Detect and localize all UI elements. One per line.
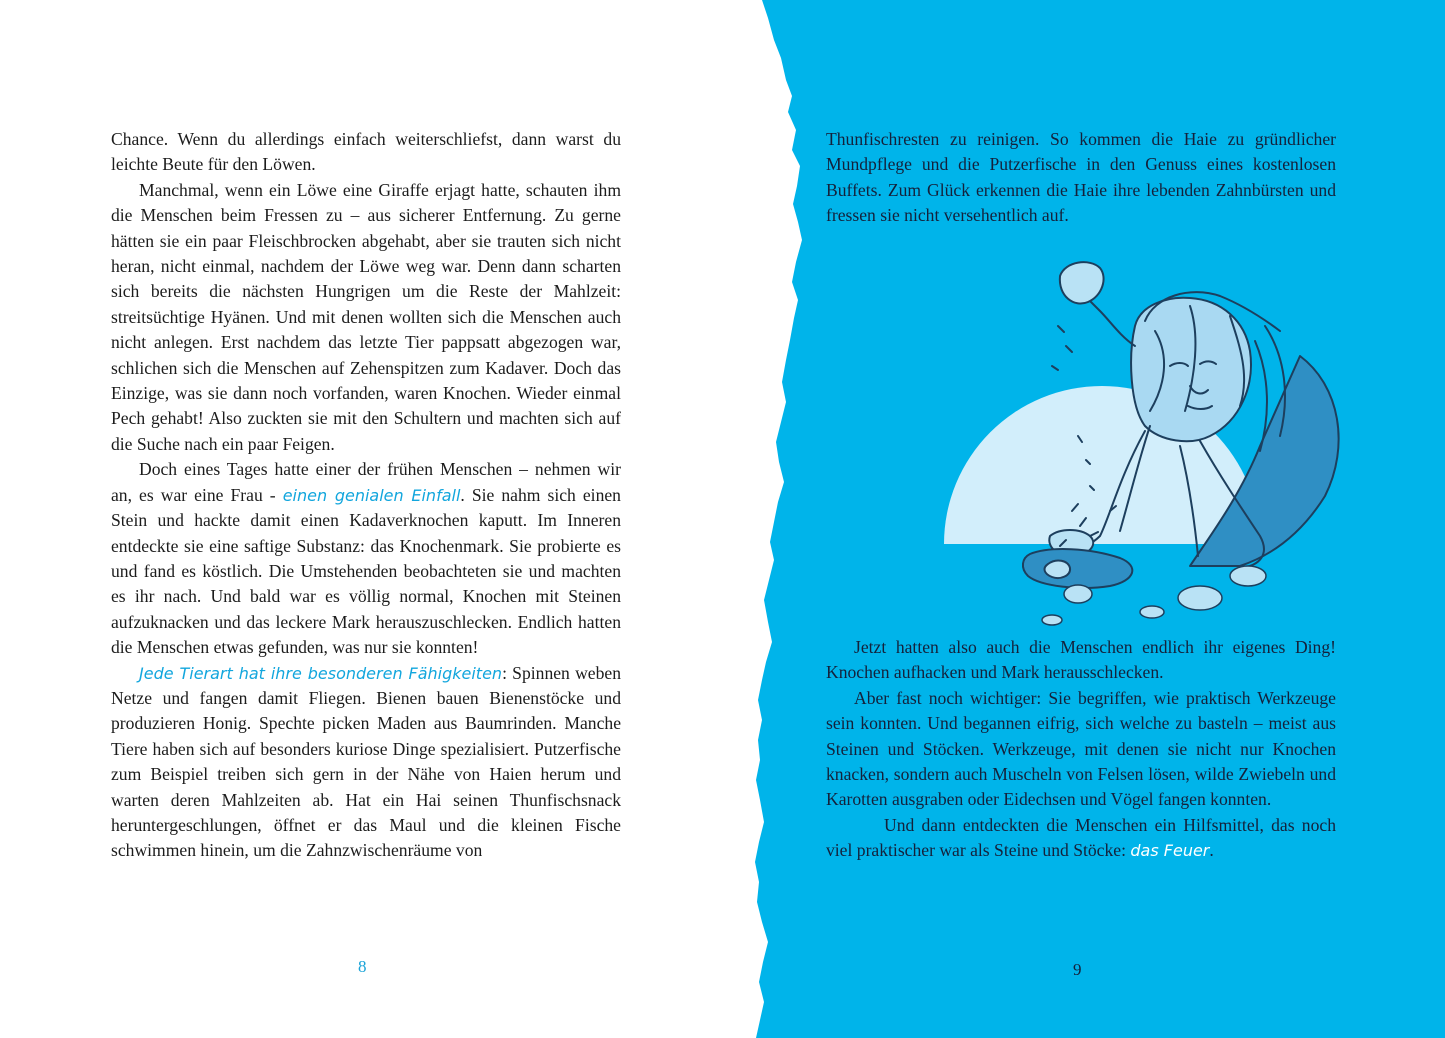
paragraph-text: Doch eines Tages hatte einer der frühen Menschen – nehmen wir an, es war eine Frau - (111, 459, 621, 505)
page-number-right: 9 (1073, 960, 1082, 979)
paragraph: Chance. Wenn du allerdings einfach weiterschliefst, dann warst du leichte Beute für den Löwen. (111, 129, 621, 175)
paragraph-text: Und dann entdeckten die Menschen ein Hilfsmittel, das noch viel praktischer war als Steine und Stöcke: (826, 814, 1336, 861)
cave-woman-illustration (940, 236, 1380, 636)
left-page-text (111, 127, 621, 864)
paragraph-text: : Spinnen weben Netze und fangen damit Fliegen. Bienen bauen Bienenstöcke und produzieren Honig. Spechte picken Maden aus Baumrinden. Manche Tiere haben sich auf besonders kuriose Dinge spezialisiert. Putzerfische zum Beispiel treiben sich gern in der Nähe von Haien herum und warten deren Mahlzeiten ab. Hat ein Hai seinen Thunfischsnack heruntergeschlungen, öffnet er das Maul und die kleinen Fische schwimmen hinein, um die Zahnzwischenräume von (111, 662, 621, 861)
paragraph: Aber fast noch wichtiger: Sie begriffen, wie praktisch Werkzeuge sein konnten. Und begannen eifrig, sich welche zu basteln – meist aus Steinen und Stöcken. Werkzeuge, mit denen sie nicht nur Knochen knacken, sondern auch Muscheln von Felsen lösen, wilde Zwiebeln und Karotten ausgraben oder Eidechsen und Vögel fangen konnten. (826, 687, 1336, 810)
paragraph (111, 661, 621, 864)
right-page-top-text (826, 127, 1336, 229)
page-number-left: 8 (358, 957, 367, 976)
paragraph-text: . Sie nahm sich einen Stein und hackte damit einen Kadaverknochen kaputt. Im Inneren entdeckte sie eine saftige Substanz: das Knochenmark. Sie probierte es und fand es köstlich. Die Umstehenden beobachteten sie und machten es ihr nach. Und bald war es völlig normal, Knochen mit Steinen aufzuknacken und das leckere Mark herauszuschlecken. Endlich hatten die Menschen etwas gefunden, was nur sie konnten! (111, 484, 621, 658)
paragraph: Thunfischresten zu reinigen. So kommen die Haie zu gründlicher Mundpflege und die Putzerfische in den Genuss eines kostenlosen Buffets. Zum Glück erkennen die Haie ihre lebenden Zahnbürsten und fressen sie nicht versehentlich auf. (826, 129, 1336, 226)
highlight-phrase: Jede Tierart hat ihre besonderen Fähigkeiten (139, 663, 503, 683)
highlight-phrase: einen genialen Einfall (282, 485, 461, 505)
paragraph-text: . (1209, 840, 1214, 861)
paragraph: Jetzt hatten also auch die Menschen endlich ihr eigenes Ding! Knochen aufhacken und Mark herausschlecken. (826, 637, 1336, 683)
paragraph (826, 813, 1336, 864)
right-page-bottom-text (826, 635, 1336, 864)
paragraph: Manchmal, wenn ein Löwe eine Giraffe erjagt hatte, schauten ihm die Menschen beim Fressen zu – aus sicherer Entfernung. Zu gerne hätten sie ein paar Fleischbrocken abgehabt, aber sie trauten sich nicht heran, nicht einmal, nachdem der Löwe weg war. Denn dann scharten sich bereits die nächsten Hungrigen um die Reste der Mahlzeit: streitsüchtige Hyänen. Und mit denen wollten sich die Menschen auch nicht anlegen. Erst nachdem das letzte Tier pappsatt abgezogen war, schlichen sich die Menschen auf Zehenspitzen zum Kadaver. Doch das Einzige, was sie dann noch vorfanden, waren Knochen. Wieder einmal Pech gehabt! Also zuckten sie mit den Schultern und machten sich auf die Suche nach ein paar Feigen. (111, 179, 621, 454)
highlight-phrase: das Feuer (1130, 841, 1210, 861)
paragraph (111, 457, 621, 660)
